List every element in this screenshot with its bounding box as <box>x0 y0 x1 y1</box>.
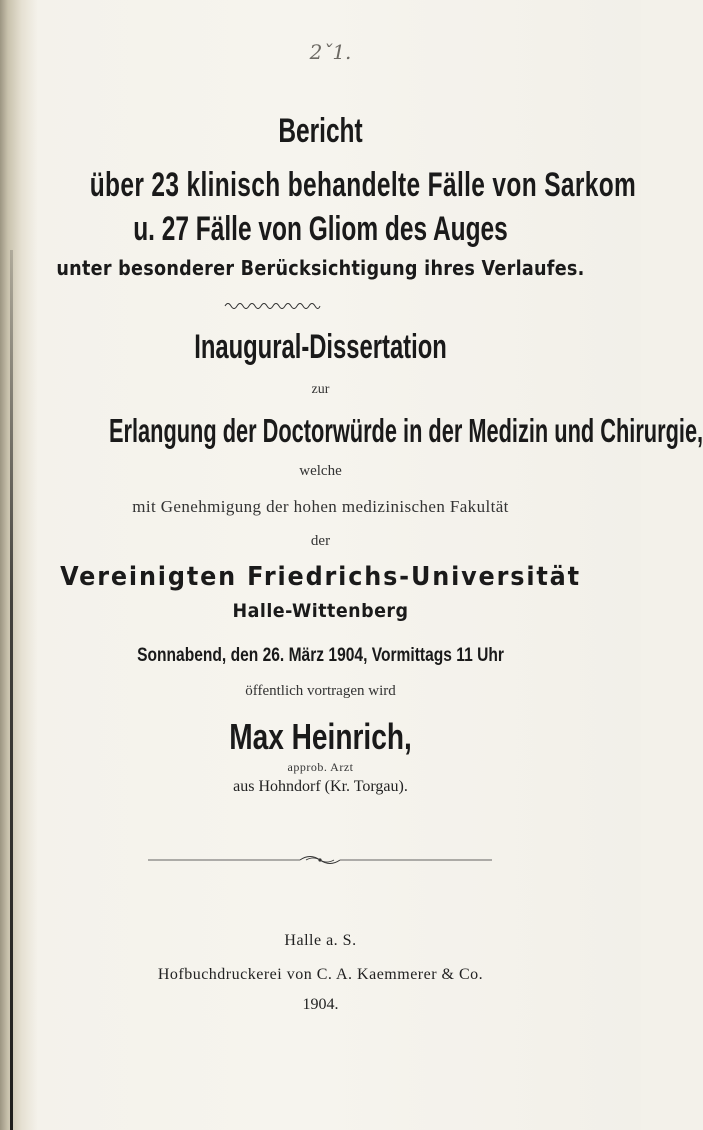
date-line: Sonnabend, den 26. März 1904, Vormittags 11 Uhr <box>137 645 504 666</box>
author-origin: aus Hohndorf (Kr. Torgau). <box>233 778 408 795</box>
welche-text: welche <box>299 463 342 479</box>
dissertation-title: Inaugural-Dissertation <box>194 328 447 366</box>
pencil-annotation: 2ˇ1. <box>309 40 352 64</box>
print-place: Halle a. S. <box>284 932 357 949</box>
print-year: 1904. <box>302 996 339 1013</box>
public-lecture-text: öffentlich vortragen wird <box>245 683 396 699</box>
wavy-rule-ornament <box>225 300 320 312</box>
title-line-1: über 23 klinisch behandelte Fälle von Sarkom <box>89 166 637 204</box>
degree-line: Erlangung der Doctorwürde in der Medizin und Chirurgie, <box>108 412 703 449</box>
university-city: Halle-Wittenberg <box>232 600 409 622</box>
university-name: Vereinigten Friedrichs-Universität <box>60 562 581 592</box>
heading: Bericht <box>278 112 363 150</box>
zur-text: zur <box>311 382 330 397</box>
faculty-line: mit Genehmigung der hohen medizinischen Fakultät <box>132 497 509 516</box>
divider-ornament <box>0 850 641 870</box>
author-name: Max Heinrich, <box>229 716 412 757</box>
author-title: approb. Arzt <box>287 760 354 774</box>
title-line-2: u. 27 Fälle von Gliom des Auges <box>133 210 508 248</box>
der-text: der <box>310 533 331 549</box>
printer-name: Hofbuchdruckerei von C. A. Kaemmerer & Co. <box>157 966 484 983</box>
subtitle: unter besonderer Berücksichtigung ihres Verlaufes. <box>56 256 585 280</box>
